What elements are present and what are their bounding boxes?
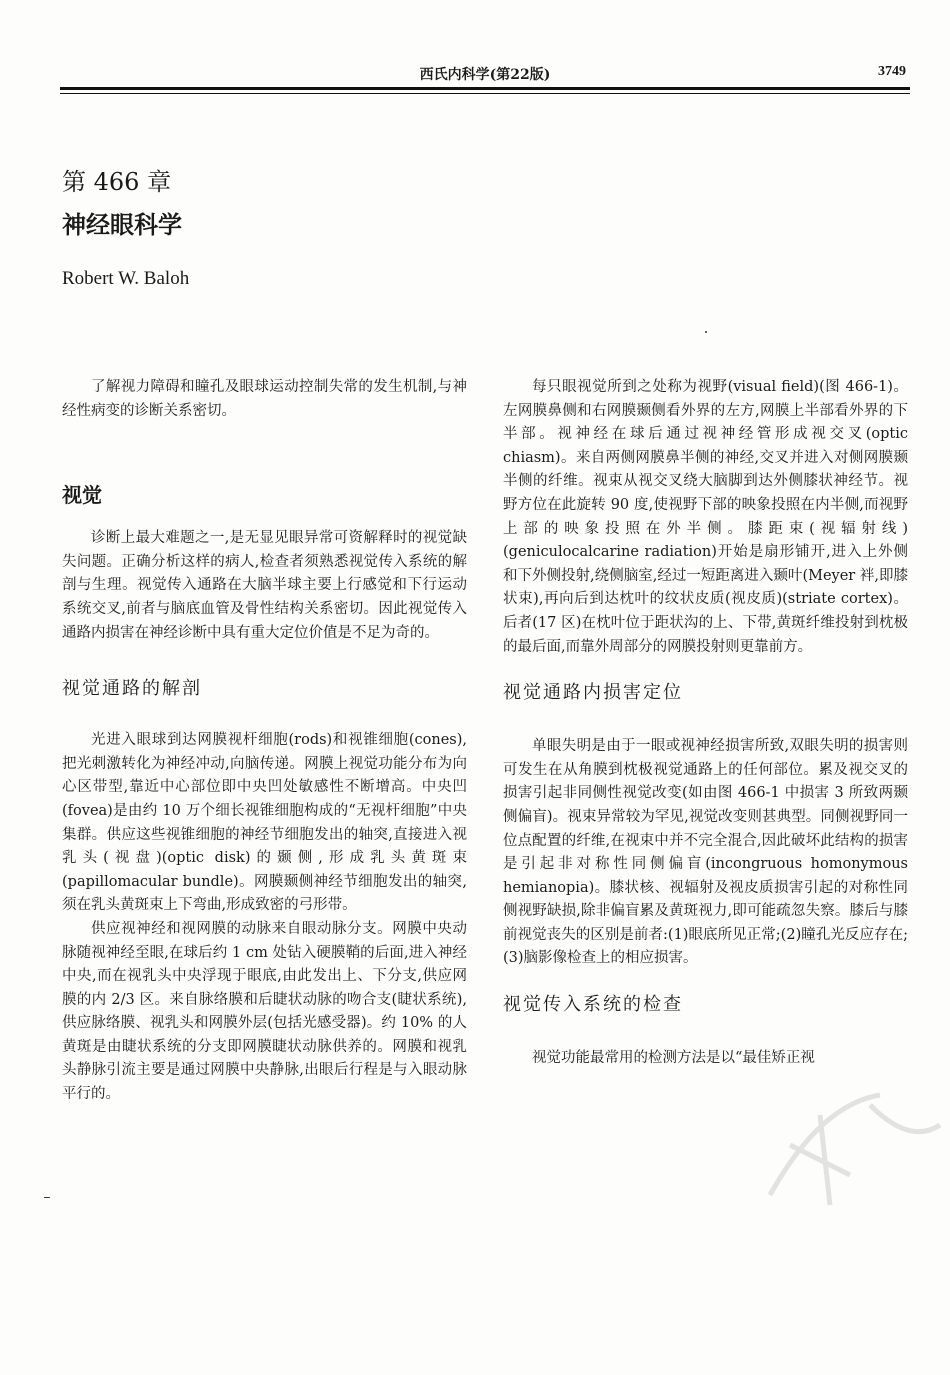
scan-dot bbox=[44, 1197, 50, 1198]
intro-paragraph: 了解视力障碍和瞳孔及眼球运动控制失常的发生机制,与神经性病变的诊断关系密切。 bbox=[62, 379, 467, 419]
subsection-heading-localization: 视觉通路内损害定位 bbox=[503, 682, 683, 704]
chapter-author: Robert W. Baloh bbox=[62, 268, 190, 289]
chapter-number: 第 466 章 bbox=[62, 168, 172, 196]
chapter-title: 神经眼科学 bbox=[62, 210, 182, 239]
right-column bbox=[503, 376, 908, 1071]
localization-paragraph: 单眼失明是由于一眼或视神经损害所致,双眼失明的损害则可发生在从角膜到枕极视觉通路上的任何部位。累及视交叉的损害引起非同侧性视觉改变(如由图 466-1 中损害 3 所致两颞侧偏盲)。视束异常较为罕见,视觉改变则甚典型。同侧视野同一位点配置的纤维,在视束中并不完全混合,因此破坏此结构的损害是引起非对称性同侧偏盲(incongruous homonymous hemianopia)。膝状核、视辐射及视皮质损害引起的对称性同侧视野缺损,除非偏盲累及黄斑视力,即可能疏忽失察。膝后与膝前视觉丧失的区别是前者:(1)眼底所见正常;(2)瞳孔光反应存在;(3)脑影像检查上的相应损害。 bbox=[503, 738, 908, 967]
subsection-heading-anatomy: 视觉通路的解剖 bbox=[62, 678, 202, 700]
visual-field-paragraph: 每只眼视觉所到之处称为视野(visual field)(图 466-1)。左网膜鼻侧和右网膜颞侧看外界的左方,网膜上半部看外界的下半部。视神经在球后通过视神经管形成视交叉(optic chiasm)。来自两侧网膜鼻半侧的神经,交叉并进入对侧网膜颞半侧的纤维。视束从视交叉绕大脑脚到达外侧膝状神经节。视野方位在此旋转 90 度,使视野下部的映象投照在内半侧,而视野上部的映象投照在外半侧。膝距束(视辐射线)(geniculocalcarine radiation)开始是扇形铺开,进入上外侧和下外侧投射,绕侧脑室,经过一短距离进入颞叶(Meyer 袢,即膝状束),再向后到达枕叶的纹状皮质(视皮质)(striate cortex)。后者(17 区)在枕叶位于距状沟的上、下带,黄斑纤维投射到枕极的最后面,而靠外周部分的网膜投射则更靠前方。 bbox=[503, 379, 908, 655]
anatomy-paragraph-2: 供应视神经和视网膜的动脉来自眼动脉分支。网膜中央动脉随视神经至眼,在球后约 1 cm 处钻入硬膜鞘的后面,进入神经中央,而在视乳头中央浮现于眼底,由此发出上、下分支,供应网膜的内 2/3 区。来自脉络膜和后睫状动脉的吻合支(睫状系统),供应脉络膜、视乳头和网膜外层(包括光感受器)。约 10% 的人黄斑是由睫状系统的分支即网膜睫状动脉供养的。网膜和视乳头静脉引流主要是通过网膜中央静脉,出眼后行程是与入眼动脉平行的。 bbox=[62, 920, 467, 1103]
vision-paragraph: 诊断上最大难题之一,是无显见眼异常可资解释时的视觉缺失问题。正确分析这样的病人,检查者须熟悉视觉传入系统的解剖与生理。视觉传入通路在大脑半球主要上行感觉和下行运动系统交叉,前者与脑底血管及骨性结构关系密切。因此视觉传入通路内损害在神经诊断中具有重大定位价值是不足为奇的。 bbox=[62, 530, 467, 641]
scan-dot bbox=[705, 331, 707, 333]
exam-paragraph: 视觉功能最常用的检测方法是以“最佳矫正视 bbox=[532, 1050, 815, 1067]
spacer bbox=[62, 423, 467, 481]
subsection-heading-exam: 视觉传入系统的检查 bbox=[503, 994, 683, 1016]
anatomy-paragraph-1: 光进入眼球到达网膜视杆细胞(rods)和视锥细胞(cones),把光刺激转化为神经冲动,向脑传递。网膜上视觉功能分布为向心区带型,靠近中心部位即中央凹处敏感性不断增高。中央凹(fovea)是由约 10 万个细长视锥细胞构成的“无视杆细胞”中央集群。供应这些视锥细胞的神经节细胞发出的轴突,直接进入视乳头(视盘)(optic disk)的颞侧,形成乳头黄斑束(papillomacular bundle)。网膜颞侧神经节细胞发出的轴突,须在乳头黄斑束上下弯曲,形成致密的弓形带。 bbox=[62, 732, 467, 914]
header-rule-thick bbox=[60, 87, 910, 90]
running-header bbox=[60, 62, 910, 84]
watermark-stamp bbox=[760, 1085, 950, 1215]
book-title: 西氏内科学(第22版) bbox=[419, 67, 551, 83]
section-heading-vision: 视觉 bbox=[62, 483, 102, 508]
header-rule-thin bbox=[60, 93, 910, 94]
page-number: 3749 bbox=[878, 64, 906, 79]
left-column bbox=[62, 376, 467, 1107]
